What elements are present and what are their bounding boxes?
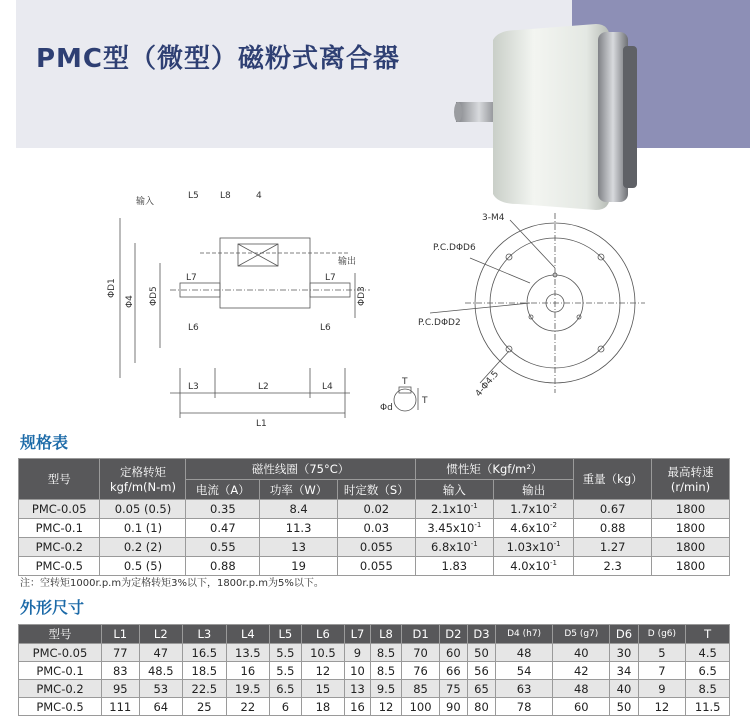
dim-l5: L5 bbox=[188, 191, 199, 201]
spec-cell-timeconst: 0.055 bbox=[337, 557, 415, 576]
dim-cell: 48 bbox=[495, 644, 552, 662]
dim-cell: 64 bbox=[139, 698, 183, 716]
dim-cell: 50 bbox=[610, 698, 638, 716]
dim-cell: 9 bbox=[638, 680, 686, 698]
dim-l6-left: L6 bbox=[188, 323, 199, 333]
spec-cell-input: $2.1x10^{-1}$ bbox=[415, 500, 493, 519]
spec-cell-current: 0.35 bbox=[186, 500, 260, 519]
spec-cell-current: 0.88 bbox=[186, 557, 260, 576]
dim-cell: PMC-0.5 bbox=[19, 698, 102, 716]
dim-header-cell: L1 bbox=[102, 625, 140, 644]
spec-cell-output: $1.03x10^{-1}$ bbox=[493, 538, 573, 557]
dim-l7-left: L7 bbox=[186, 273, 197, 283]
dim-cell: PMC-0.05 bbox=[19, 644, 102, 662]
dim-cell: 5 bbox=[638, 644, 686, 662]
spec-cell-output: $1.7x10^{-2}$ bbox=[493, 500, 573, 519]
dim-header-cell: D1 bbox=[402, 625, 440, 644]
dimension-table bbox=[18, 624, 730, 716]
dim-4: 4 bbox=[256, 191, 262, 201]
spec-header-input: 输入 bbox=[415, 480, 493, 500]
dim-header-cell: L6 bbox=[301, 625, 345, 644]
clutch-body-shape bbox=[493, 24, 610, 210]
dim-cell: 13 bbox=[345, 680, 371, 698]
dim-hole: 4-Φ4.5 bbox=[473, 369, 502, 400]
dim-cell: 8.5 bbox=[370, 644, 402, 662]
spec-cell-speed: 1800 bbox=[652, 557, 730, 576]
spec-cell-torque: 0.1 (1) bbox=[100, 519, 186, 538]
spec-cell-power: 19 bbox=[260, 557, 338, 576]
dim-cell: 18.5 bbox=[183, 662, 227, 680]
dim-l8: L8 bbox=[220, 191, 231, 201]
dim-cell: 8.5 bbox=[370, 662, 402, 680]
dim-row bbox=[19, 644, 730, 662]
spec-cell-model: PMC-0.5 bbox=[19, 557, 100, 576]
spec-cell-power: 13 bbox=[260, 538, 338, 557]
dim-section-title: 外形尺寸 bbox=[20, 598, 85, 617]
spec-cell-torque: 0.05 (0.5) bbox=[100, 500, 186, 519]
dim-pcd6: P.C.DΦD6 bbox=[433, 243, 476, 253]
dim-cell: 47 bbox=[139, 644, 183, 662]
dim-cell: 42 bbox=[553, 662, 610, 680]
dim-l6-right: L6 bbox=[320, 323, 331, 333]
dim-l2: L2 bbox=[258, 382, 269, 392]
product-photo bbox=[438, 10, 643, 215]
spec-cell-model: PMC-0.05 bbox=[19, 500, 100, 519]
dim-cell: 9.5 bbox=[370, 680, 402, 698]
spec-cell-input: 1.83 bbox=[415, 557, 493, 576]
dim-t-side: T bbox=[422, 396, 428, 406]
dim-d4: Φ4 bbox=[125, 295, 135, 308]
dim-cell: 63 bbox=[495, 680, 552, 698]
dim-cell: 15 bbox=[301, 680, 345, 698]
dim-row bbox=[19, 680, 730, 698]
dim-l4: L4 bbox=[322, 382, 333, 392]
dim-cell: 56 bbox=[467, 662, 495, 680]
dim-cell: 7 bbox=[638, 662, 686, 680]
dim-cell: 5.5 bbox=[270, 662, 302, 680]
spec-cell-current: 0.55 bbox=[186, 538, 260, 557]
dim-cell: 6 bbox=[270, 698, 302, 716]
dim-cell: 16 bbox=[345, 698, 371, 716]
spec-cell-input: $3.45x10^{-1}$ bbox=[415, 519, 493, 538]
dim-cell: 9 bbox=[345, 644, 371, 662]
dim-cell: 22.5 bbox=[183, 680, 227, 698]
dim-cell: 95 bbox=[102, 680, 140, 698]
spec-header-coil: 磁性线圈（75°C） bbox=[186, 459, 415, 480]
dim-cell: 66 bbox=[439, 662, 467, 680]
technical-drawing bbox=[100, 188, 660, 428]
dim-cell: 11.5 bbox=[686, 698, 730, 716]
spec-header-timeconst: 时定数（S） bbox=[337, 480, 415, 500]
spec-cell-timeconst: 0.02 bbox=[337, 500, 415, 519]
spec-section-title: 规格表 bbox=[20, 433, 69, 452]
spec-header-current: 电流（A） bbox=[186, 480, 260, 500]
spec-cell-model: PMC-0.2 bbox=[19, 538, 100, 557]
spec-row bbox=[19, 519, 730, 538]
dim-cell: 85 bbox=[402, 680, 440, 698]
dim-cell: 18 bbox=[301, 698, 345, 716]
dim-row bbox=[19, 698, 730, 716]
spec-cell-power: 8.4 bbox=[260, 500, 338, 519]
dim-3m4: 3-M4 bbox=[482, 213, 505, 223]
dim-header-cell: L3 bbox=[183, 625, 227, 644]
dim-header-cell: D6 bbox=[610, 625, 638, 644]
dim-cell: PMC-0.2 bbox=[19, 680, 102, 698]
dim-cell: 25 bbox=[183, 698, 227, 716]
dim-cell: 76 bbox=[402, 662, 440, 680]
spec-cell-current: 0.47 bbox=[186, 519, 260, 538]
output-label: 输出 bbox=[338, 257, 357, 267]
spec-note: 注：空转矩1000r.p.m为定格转矩3%以下，1800r.p.m为5%以下。 bbox=[20, 578, 324, 589]
dim-cell: 30 bbox=[610, 644, 638, 662]
dim-header-cell: L4 bbox=[226, 625, 270, 644]
spec-header-inertia: 惯性矩（Kgf/m²） bbox=[415, 459, 574, 480]
dim-cell: 60 bbox=[439, 644, 467, 662]
dim-d5: ΦD5 bbox=[149, 286, 159, 306]
dim-cell: 13.5 bbox=[226, 644, 270, 662]
dim-cell: 90 bbox=[439, 698, 467, 716]
dim-cell: 6.5 bbox=[270, 680, 302, 698]
dim-cell: 80 bbox=[467, 698, 495, 716]
dim-cell: 54 bbox=[495, 662, 552, 680]
dim-pcd2: P.C.DΦD2 bbox=[418, 318, 461, 328]
dim-row bbox=[19, 662, 730, 680]
dim-d3: ΦD3 bbox=[357, 286, 367, 306]
spec-table bbox=[18, 458, 730, 576]
spec-header-torque: 定格转矩 kgf/m(N-m) bbox=[100, 459, 186, 500]
dim-cell: 6.5 bbox=[686, 662, 730, 680]
dim-cell: 12 bbox=[638, 698, 686, 716]
spec-cell-torque: 0.2 (2) bbox=[100, 538, 186, 557]
dim-header-cell: 型号 bbox=[19, 625, 102, 644]
spec-cell-speed: 1800 bbox=[652, 500, 730, 519]
spec-cell-weight: 0.88 bbox=[574, 519, 652, 538]
spec-cell-model: PMC-0.1 bbox=[19, 519, 100, 538]
dim-cell: 34 bbox=[610, 662, 638, 680]
dim-d1: ΦD1 bbox=[107, 278, 117, 298]
dim-header-cell: L2 bbox=[139, 625, 183, 644]
spec-cell-timeconst: 0.055 bbox=[337, 538, 415, 557]
dim-cell: 4.5 bbox=[686, 644, 730, 662]
input-label: 输入 bbox=[136, 197, 155, 207]
dim-cell: 19.5 bbox=[226, 680, 270, 698]
dim-header-cell: D5 (g7) bbox=[553, 625, 610, 644]
spec-cell-speed: 1800 bbox=[652, 519, 730, 538]
dim-cell: 48.5 bbox=[139, 662, 183, 680]
dim-cell: 65 bbox=[467, 680, 495, 698]
dim-cell: 16 bbox=[226, 662, 270, 680]
dim-header-cell: D2 bbox=[439, 625, 467, 644]
spec-row bbox=[19, 557, 730, 576]
dim-cell: 75 bbox=[439, 680, 467, 698]
dim-header-cell: D4 (h7) bbox=[495, 625, 552, 644]
dim-cell: PMC-0.1 bbox=[19, 662, 102, 680]
dim-header-cell: D3 bbox=[467, 625, 495, 644]
spec-cell-weight: 2.3 bbox=[574, 557, 652, 576]
dim-cell: 40 bbox=[553, 644, 610, 662]
spec-cell-input: $6.8x10^{-1}$ bbox=[415, 538, 493, 557]
spec-cell-output: $4.0x10^{-1}$ bbox=[493, 557, 573, 576]
dim-cell: 16.5 bbox=[183, 644, 227, 662]
spec-header-model: 型号 bbox=[19, 459, 100, 500]
spec-cell-torque: 0.5 (5) bbox=[100, 557, 186, 576]
dim-cell: 12 bbox=[370, 698, 402, 716]
dim-header-cell: D (g6) bbox=[638, 625, 686, 644]
dim-l1: L1 bbox=[256, 419, 267, 428]
spec-cell-output: $4.6x10^{-2}$ bbox=[493, 519, 573, 538]
spec-cell-speed: 1800 bbox=[652, 538, 730, 557]
dim-header-cell: L7 bbox=[345, 625, 371, 644]
dim-l3: L3 bbox=[188, 382, 199, 392]
dim-cell: 22 bbox=[226, 698, 270, 716]
dim-cell: 53 bbox=[139, 680, 183, 698]
dim-l7-right: L7 bbox=[325, 273, 336, 283]
dim-cell: 77 bbox=[102, 644, 140, 662]
dim-header-cell: T bbox=[686, 625, 730, 644]
spec-cell-timeconst: 0.03 bbox=[337, 519, 415, 538]
dim-cell: 40 bbox=[610, 680, 638, 698]
dim-cell: 50 bbox=[467, 644, 495, 662]
dim-header-cell: L5 bbox=[270, 625, 302, 644]
dim-cell: 10.5 bbox=[301, 644, 345, 662]
dim-cell: 8.5 bbox=[686, 680, 730, 698]
dim-cell: 5.5 bbox=[270, 644, 302, 662]
dim-cell: 111 bbox=[102, 698, 140, 716]
spec-cell-weight: 1.27 bbox=[574, 538, 652, 557]
dim-cell: 83 bbox=[102, 662, 140, 680]
dim-header-cell: L8 bbox=[370, 625, 402, 644]
dim-cell: 60 bbox=[553, 698, 610, 716]
side-view-housing bbox=[220, 238, 310, 308]
spec-row bbox=[19, 500, 730, 519]
dim-cell: 10 bbox=[345, 662, 371, 680]
spec-header-speed: 最高转速 (r/min) bbox=[652, 459, 730, 500]
page-title: PMC型（微型）磁粉式离合器 bbox=[36, 44, 401, 74]
spec-header-power: 功率（W） bbox=[260, 480, 338, 500]
spec-header-weight: 重量（kg） bbox=[574, 459, 652, 500]
spec-cell-weight: 0.67 bbox=[574, 500, 652, 519]
dim-cell: 78 bbox=[495, 698, 552, 716]
dim-cell: 48 bbox=[553, 680, 610, 698]
spec-cell-power: 11.3 bbox=[260, 519, 338, 538]
dim-t-top: T bbox=[402, 377, 408, 387]
spec-row bbox=[19, 538, 730, 557]
dim-d: Φd bbox=[380, 403, 393, 413]
dim-cell: 12 bbox=[301, 662, 345, 680]
dim-cell: 100 bbox=[402, 698, 440, 716]
spec-header-output: 输出 bbox=[493, 480, 573, 500]
dim-cell: 70 bbox=[402, 644, 440, 662]
